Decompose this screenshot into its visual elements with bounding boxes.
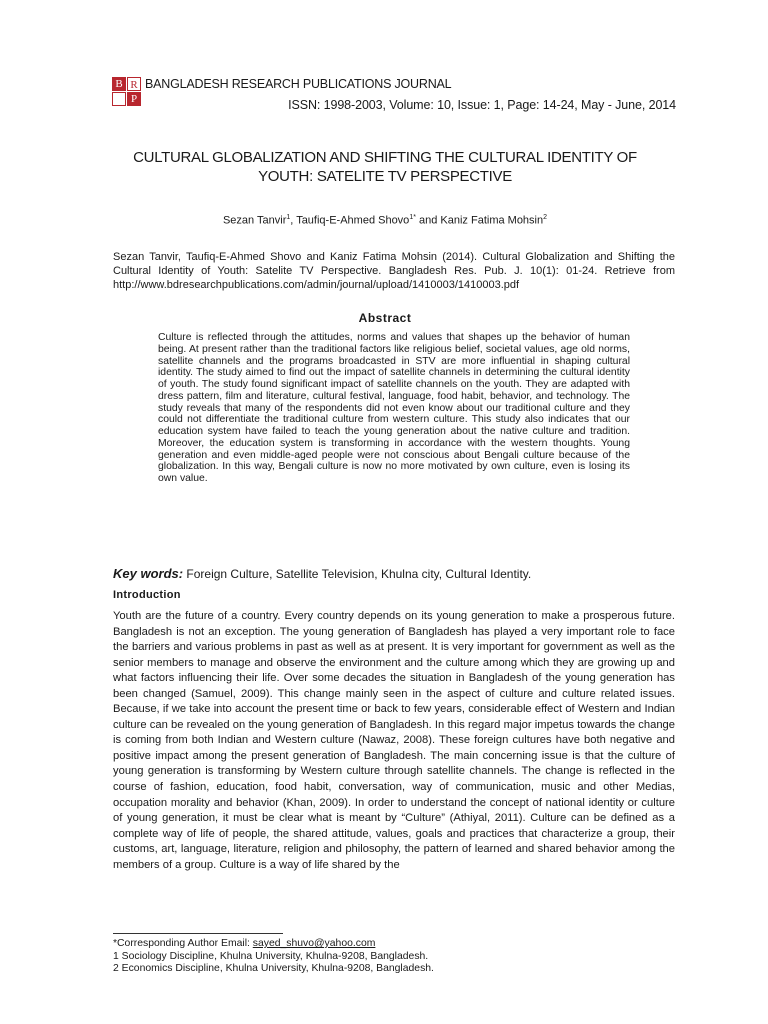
logo-letter-r: R xyxy=(127,77,141,91)
logo-letter-p: P xyxy=(127,92,141,106)
footnotes xyxy=(113,938,675,976)
corresponding-email-link[interactable]: sayed_shuvo@yahoo.com xyxy=(252,938,376,949)
keywords-list: Foreign Culture, Satellite Television, Khulna city, Cultural Identity. xyxy=(183,567,532,581)
article-title xyxy=(80,148,690,186)
citation-text: Sezan Tanvir, Taufiq-E-Ahmed Shovo and Kaniz Fatima Mohsin (2014). Cultural Globalization and Shifting the Cultural Identity of Youth: Satelite TV Perspective. Bangladesh Res. Pub. J. 10(1): 01-24. Retrieve from http://www.bdresearchpublications.com/admin/journal/upload/1410003/1410003.pdf xyxy=(113,251,675,291)
introduction-heading: Introduction xyxy=(113,589,181,601)
introduction-body: Youth are the future of a country. Every country depends on its young generation to make a prosperous future. Bangladesh is not an exception. The young generation of Bangladesh has played a very important role to face the barriers and various problems in past as well as at present. It is very important for government as well as the senior members to manage and observe the environment and the culture among which they are growing up and what factors influencing their life. Over some decades the situation in Bangladesh of the young generation has been changed (Samuel, 2009). This change mainly seen in the aspect of culture and culture related issues. Because, if we take into account the present time or back to few years, considerable effect of Western and Indian culture can be revealed on the young generation of Bangladesh. In this regard major impetus towards the change is coming from both Indian and Western culture (Nawaz, 2008). These foreign cultures have both negative and positive impact among the present generation of Bangladesh. The main concerning issue is that the culture of young generation is transforming by Western culture through satellite channels. The change is reflected in the course of fashion, education, food habit, conversation, way of communication, music and other Medias, occupation morality and behavior (Khan, 2009). In order to understand the concept of national identity or culture of young generation, it must be clear what is meant by “Culture” (Athiyal, 2011). Culture can be defined as a complete way of life of people, the shared attitude, values, goals and practices that characterize a group, their customs, art, language, literature, religion and philosophy, the pattern of learned and shared behavior among the members of a group. Culture is a way of life shared by the xyxy=(113,610,675,871)
journal-name: BANGLADESH RESEARCH PUBLICATIONS JOURNAL xyxy=(145,77,452,91)
issn-line: ISSN: 1998-2003, Volume: 10, Issue: 1, Page: 14-24, May - June, 2014 xyxy=(288,98,676,112)
footnote-divider xyxy=(113,933,283,934)
title-line-2: YOUTH: SATELITE TV PERSPECTIVE xyxy=(258,168,512,185)
logo-blank-square xyxy=(112,92,126,106)
author-1-affiliation: 1 xyxy=(286,214,291,221)
author-2: Taufiq-E-Ahmed Shovo xyxy=(296,214,410,227)
author-3: Kaniz Fatima Mohsin xyxy=(440,214,544,227)
footnote-2: 2 Economics Discipline, Khulna University, Khulna-9208, Bangladesh. xyxy=(113,963,434,974)
keywords xyxy=(113,566,531,581)
abstract-body: Culture is reflected through the attitudes, norms and values that shapes up the behavior of human being. At present rather than the traditional factors like religious belief, societal values, age old norms, satellite channels and the programs broadcasted in STV are more influential in shaping cultural identity. The study aimed to find out the impact of satellite channels in determining the cultural identity of youth. The study found significant impact of satellite channels on the youth. They are adapted with dress pattern, film and literature, cultural festival, language, food habit, behavior, and technology. The study reveals that many of the respondents did not even know about our traditional culture and they could not differentiate the traditional culture from western culture. This study also indicates that our education system have failed to teach the young generation about the native culture and tradition. Moreover, the education system is transforming in accordance with the western thoughts. Young generation and even middle-aged people were not conscious about Bengali culture because of the globalization. In this way, Bengali culture is now no more motivated by own culture, even is losing its own value. xyxy=(158,332,630,484)
keywords-label: Key words: xyxy=(113,566,184,581)
abstract-heading: Abstract xyxy=(358,311,412,325)
logo-letter-b: B xyxy=(112,77,126,91)
title-line-1: CULTURAL GLOBALIZATION AND SHIFTING THE CULTURAL IDENTITY OF xyxy=(133,149,637,166)
footnote-1: 1 Sociology Discipline, Khulna University, Khulna-9208, Bangladesh. xyxy=(113,950,429,962)
author-separator: and xyxy=(415,214,441,227)
author-3-affiliation: 2 xyxy=(543,214,548,221)
corresponding-author-note xyxy=(113,938,675,951)
author-2-affiliation: 1* xyxy=(409,214,416,221)
corresponding-label: *Corresponding Author Email: xyxy=(113,938,253,949)
journal-logo xyxy=(112,77,142,107)
author-separator: , xyxy=(290,214,297,227)
author-1: Sezan Tanvir xyxy=(222,214,287,227)
author-list xyxy=(80,214,690,227)
